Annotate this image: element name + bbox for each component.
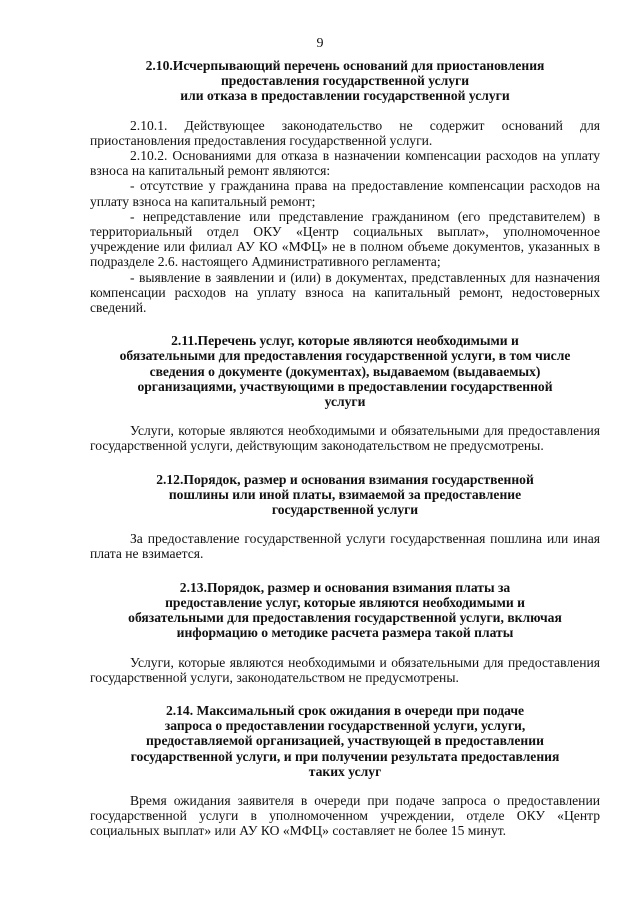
section-heading-line: предоставления государственной услуги: [220, 73, 470, 89]
section-heading-line: 2.14. Максимальный срок ожидания в очереди при подаче: [165, 702, 525, 718]
section-heading-line: пошлины или иной платы, взимаемой за предоставление: [168, 486, 522, 502]
section-heading-line: сведения о документе (документах), выдаваемом (выдаваемых): [149, 363, 541, 379]
section-heading-line: 2.11.Перечень услуг, которые являются необходимыми и: [171, 333, 519, 349]
document-body: [90, 58, 600, 839]
section-2-10: [90, 58, 600, 315]
section-heading-line: запроса о предоставлении государственной услуги, услуги,: [164, 718, 526, 734]
section-2-12: [90, 472, 600, 562]
paragraph: Услуги, которые являются необходимыми и обязательными для предоставления государственной услуги, действующим законодательством не предусмотрены.: [90, 423, 600, 454]
section-heading-line: таких услуг: [308, 763, 382, 779]
section-heading-line: организациями, участвующими в предоставлении государственной: [137, 378, 553, 394]
section-2-14: [90, 703, 600, 839]
paragraph: За предоставление государственной услуги государственная пошлина или иная плата не взимается.: [90, 531, 600, 562]
list-item: - непредставление или представление гражданином (его представителем) в территориальный отдел ОКУ «Центр социальных выплат», уполномоченное учреждение или филиал АУ КО «МФЦ» не в полном объеме документов, указанных в подразделе 2.6. настоящего Административного регламента;: [90, 208, 600, 270]
paragraph: Время ожидания заявителя в очереди при подаче запроса о предоставлении государственной услуги в уполномоченном учреждении, отделе ОКУ «Центр социальных выплат» или АУ КО «МФЦ» составляет не более 15 минут.: [90, 792, 600, 839]
section-heading-line: 2.13.Порядок, размер и основания взимания платы за: [179, 579, 511, 595]
section-heading-line: обязательными для предоставления государственной услуги, включая: [128, 610, 562, 626]
section-heading-line: обязательными для предоставления государственной услуги, в том числе: [119, 348, 571, 364]
paragraph: 2.10.1. Действующее законодательство не содержит оснований для приостановления предоставления государственной услуги.: [90, 117, 600, 148]
section-heading-line: услуги: [324, 394, 366, 410]
section-heading-line: государственной услуги, и при получении результата предоставления: [130, 748, 560, 764]
section-heading-line: информацию о методике расчета размера такой платы: [176, 625, 514, 641]
section-heading-line: или отказа в предоставлении государственной услуги: [180, 88, 510, 104]
section-heading-line: 2.10.Исчерпывающий перечень оснований для приостановления: [145, 58, 545, 73]
section-heading-line: предоставляемой организацией, участвующей в предоставлении: [146, 733, 544, 749]
page-number: 9: [316, 36, 324, 51]
section-2-13: [90, 580, 600, 685]
list-item: - выявление в заявлении и (или) в документах, представленных для назначения компенсации расходов на уплату взноса на капитальный ремонт, недостоверных сведений.: [90, 269, 600, 316]
section-heading-line: предоставление услуг, которые являются необходимыми и: [165, 594, 525, 610]
list-item: - отсутствие у гражданина права на предоставление компенсации расходов на уплату взноса на капитальный ремонт;: [90, 178, 600, 209]
section-heading-line: 2.12.Порядок, размер и основания взимания государственной: [156, 471, 534, 487]
paragraph: 2.10.2. Основаниями для отказа в назначении компенсации расходов на уплату взноса на капитальный ремонт являются:: [90, 148, 600, 179]
section-heading-line: государственной услуги: [271, 502, 419, 518]
paragraph: Услуги, которые являются необходимыми и обязательными для предоставления государственной услуги, законодательством не предусмотрены.: [90, 654, 600, 685]
section-2-11: [90, 333, 600, 453]
